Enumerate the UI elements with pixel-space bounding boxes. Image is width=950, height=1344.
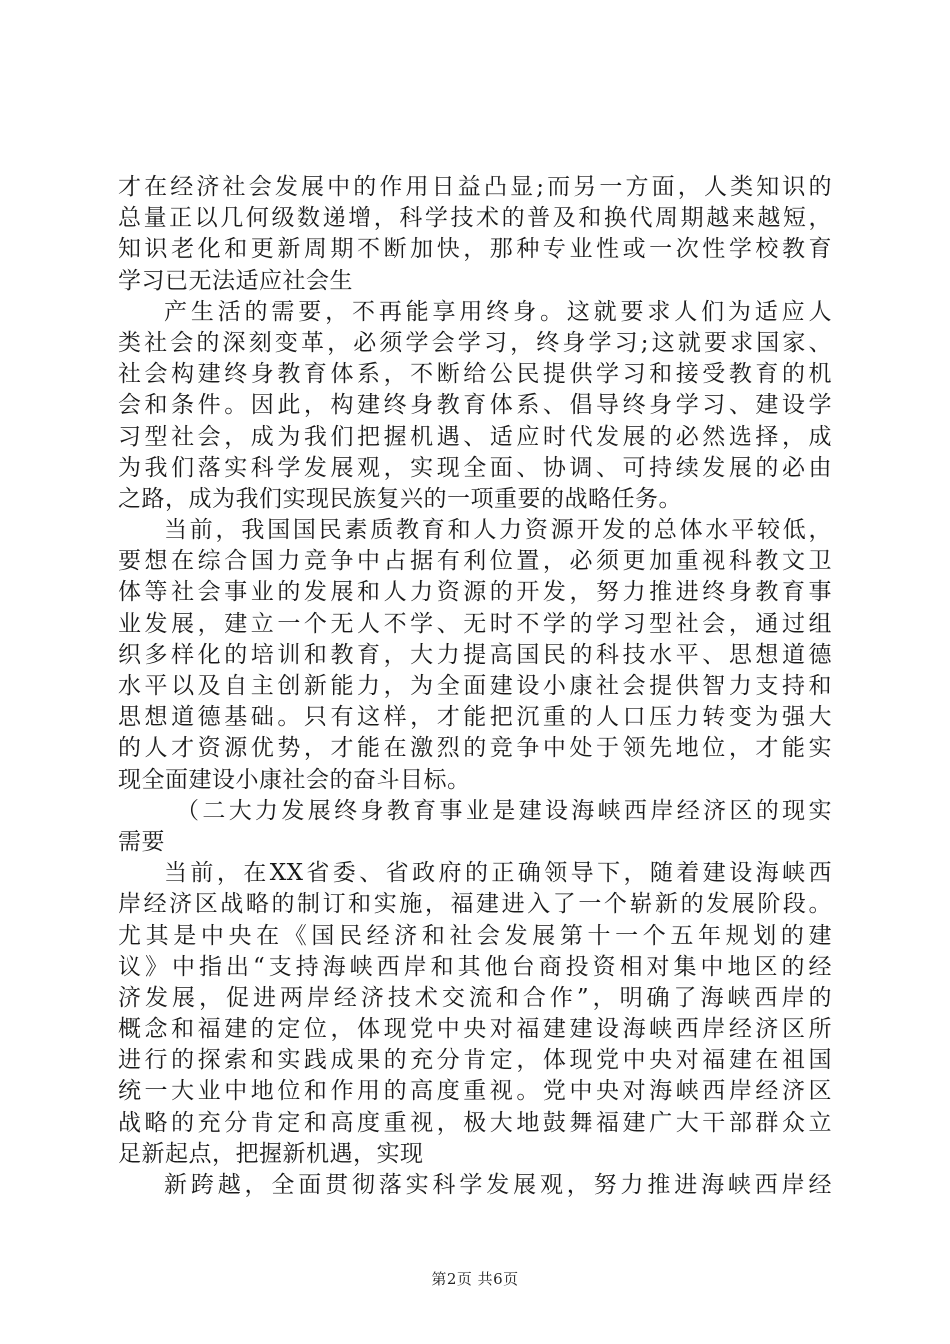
text-line: 战略的充分肯定和高度重视，极大地鼓舞福建广大干部群众立 (118, 1109, 832, 1136)
text-line: 体等社会事业的发展和人力资源的开发，努力推进终身教育事 (118, 579, 832, 606)
text-line: 当前，在XX省委、省政府的正确领导下，随着建设海峡西 (164, 860, 832, 887)
text-line: 织多样化的培训和教育，大力提高国民的科技水平、思想道德 (118, 641, 832, 668)
text-line: 济发展，促进两岸经济技术交流和合作”，明确了海峡西岸的 (118, 984, 832, 1011)
text-line: 类社会的深刻变革，必须学会学习，终身学习;这就要求国家、 (118, 329, 832, 356)
text-line: 当前，我国国民素质教育和人力资源开发的总体水平较低， (164, 517, 832, 544)
text-line: 尤其是中央在《国民经济和社会发展第十一个五年规划的建 (118, 922, 832, 949)
text-line: 议》中指出“支持海峡西岸和其他台商投资相对集中地区的经 (118, 953, 832, 980)
text-line: 习型社会，成为我们把握机遇、适应时代发展的必然选择，成 (118, 423, 832, 450)
text-line: 概念和福建的定位，体现党中央对福建建设海峡西岸经济区所 (118, 1016, 832, 1043)
text-line: 总量正以几何级数递增，科学技术的普及和换代周期越来越短， (118, 205, 832, 232)
text-line: 思想道德基础。只有这样，才能把沉重的人口压力转变为强大 (118, 704, 832, 731)
text-line: 的人才资源优势，才能在激烈的竞争中处于领先地位，才能实 (118, 735, 832, 762)
text-line: 要想在综合国力竞争中占据有利位置，必须更加重视科教文卫 (118, 548, 832, 575)
text-line: 进行的探索和实践成果的充分肯定，体现党中央对福建在祖国 (118, 1047, 832, 1074)
text-line: 社会构建终身教育体系，不断给公民提供学习和接受教育的机 (118, 361, 832, 388)
page-number-footer: 第2页 共6页 (431, 1270, 519, 1288)
text-line: 会和条件。因此，构建终身教育体系、倡导终身学习、建设学 (118, 392, 832, 419)
text-line: 统一大业中地位和作用的高度重视。党中央对海峡西岸经济区 (118, 1078, 832, 1105)
text-line: 岸经济区战略的制订和实施，福建进入了一个崭新的发展阶段。 (118, 891, 832, 918)
section-heading-cont: 需要 (118, 828, 165, 855)
text-line: 才在经济社会发展中的作用日益凸显;而另一方面，人类知识的 (118, 174, 832, 200)
text-line: 为我们落实科学发展观，实现全面、协调、可持续发展的必由 (118, 454, 832, 481)
body-text (118, 172, 832, 1201)
text-line: 新跨越，全面贯彻落实科学发展观，努力推进海峡西岸经 (164, 1172, 832, 1198)
section-heading: （二大力发展终身教育事业是建设海峡西岸经济区的现实 (176, 797, 832, 824)
text-line: 产生活的需要，不再能享用终身。这就要求人们为适应人 (164, 298, 832, 325)
text-line: 足新起点，把握新机遇，实现 (118, 1140, 424, 1167)
text-line: 之路，成为我们实现民族复兴的一项重要的战略任务。 (118, 485, 682, 512)
text-line: 水平以及自主创新能力，为全面建设小康社会提供智力支持和 (118, 673, 832, 699)
text-line: 业发展，建立一个无人不学、无时不学的学习型社会，通过组 (118, 610, 832, 637)
text-line: 知识老化和更新周期不断加快，那种专业性或一次性学校教育 (118, 236, 832, 263)
text-line: 现全面建设小康社会的奋斗目标。 (118, 766, 471, 793)
text-line: 学习已无法适应社会生 (118, 267, 353, 294)
